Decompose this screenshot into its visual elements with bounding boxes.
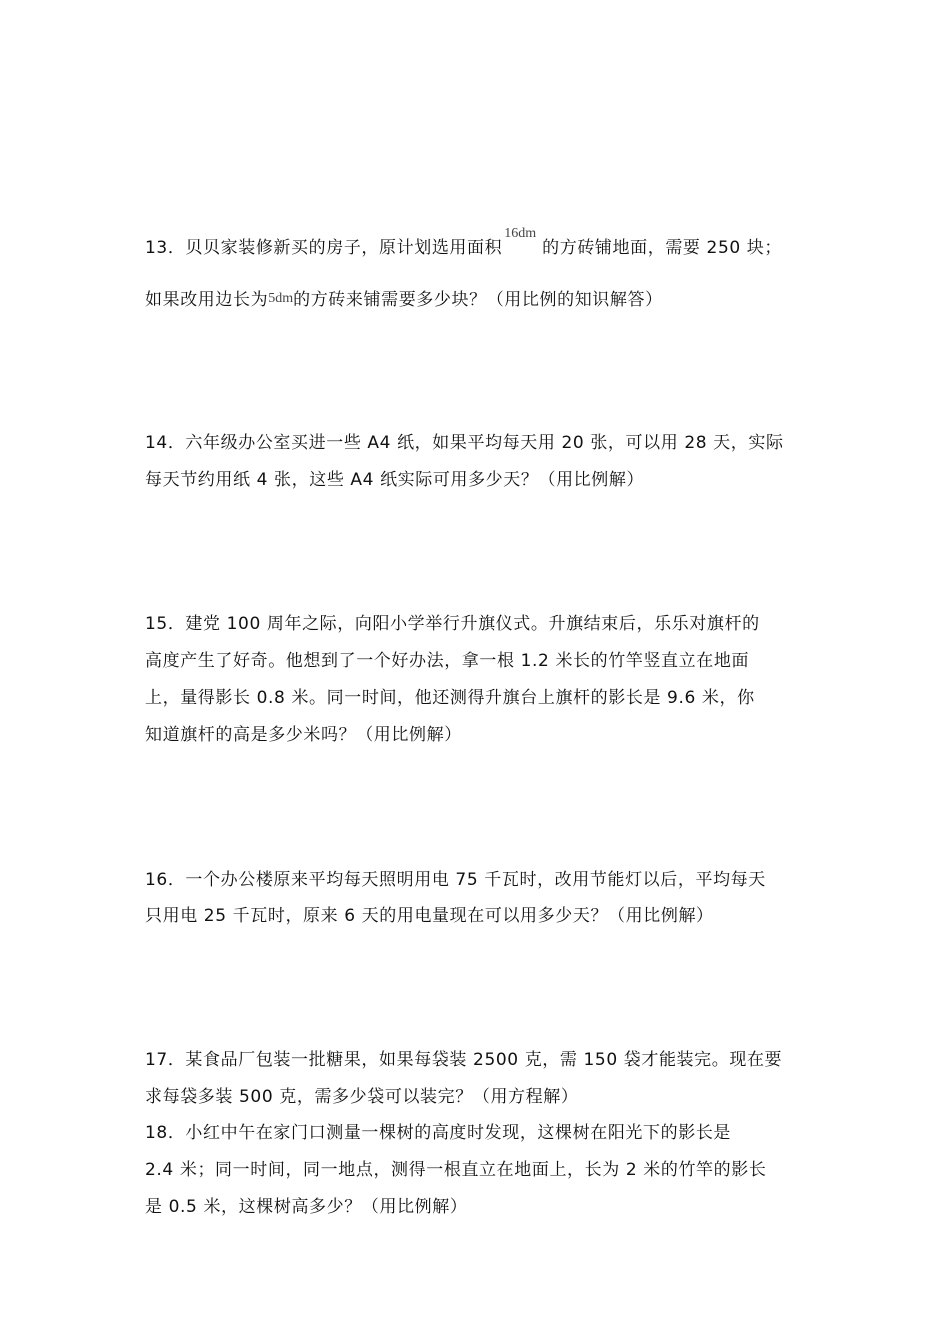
problem-15-line-2: 高度产生了好奇。他想到了一个好办法，拿一根 1.2 米长的竹竿竖直立在地面 <box>145 651 750 671</box>
problem-14-line-1: 14．六年级办公室买进一些 A4 纸，如果平均每天用 20 张，可以用 28 天，实际 <box>145 433 784 453</box>
problem-13-text-a: 13．贝贝家装修新买的房子，原计划选用面积 <box>145 238 503 258</box>
area-formula-16dm: 16dm <box>504 226 537 241</box>
problem-13-line-2 <box>145 290 663 312</box>
problem-18-line-2: 2.4 米；同一时间，同一地点，测得一根直立在地面上，长为 2 米的竹竿的影长 <box>145 1160 767 1180</box>
problem-17-line-1: 17．某食品厂包装一批糖果，如果每袋装 2500 克，需 150 袋才能装完。现在要 <box>145 1050 783 1070</box>
side-formula-5dm: 5dm <box>268 291 294 306</box>
problem-16-line-2: 只用电 25 千瓦时，原来 6 天的用电量现在可以用多少天？（用比例解） <box>145 906 714 926</box>
problem-18-line-3: 是 0.5 米，这棵树高多少？（用比例解） <box>145 1197 468 1217</box>
problem-15-line-3: 上，量得影长 0.8 米。同一时间，他还测得升旗台上旗杆的影长是 9.6 米，你 <box>145 688 755 708</box>
problem-13-text-c: 如果改用边长为 <box>145 290 269 310</box>
problem-13-text-d: 的方砖来铺需要多少块？（用比例的知识解答） <box>293 290 663 310</box>
problem-18-line-1: 18．小红中午在家门口测量一棵树的高度时发现，这棵树在阳光下的影长是 <box>145 1123 732 1143</box>
problem-16-line-1: 16．一个办公楼原来平均每天照明用电 75 千瓦时，改用节能灯以后，平均每天 <box>145 870 766 890</box>
problem-15-line-4: 知道旗杆的高是多少米吗？（用比例解） <box>145 725 462 745</box>
problem-13-text-b: 的方砖铺地面，需要 250 块； <box>542 238 782 258</box>
problem-14-line-2: 每天节约用纸 4 张，这些 A4 纸实际可用多少天？（用比例解） <box>145 470 645 490</box>
problem-13-line-1 <box>145 226 782 260</box>
problem-15-line-1: 15．建党 100 周年之际，向阳小学举行升旗仪式。升旗结束后，乐乐对旗杆的 <box>145 614 760 634</box>
problem-17-line-2: 求每袋多装 500 克，需多少袋可以装完？（用方程解） <box>145 1087 579 1107</box>
